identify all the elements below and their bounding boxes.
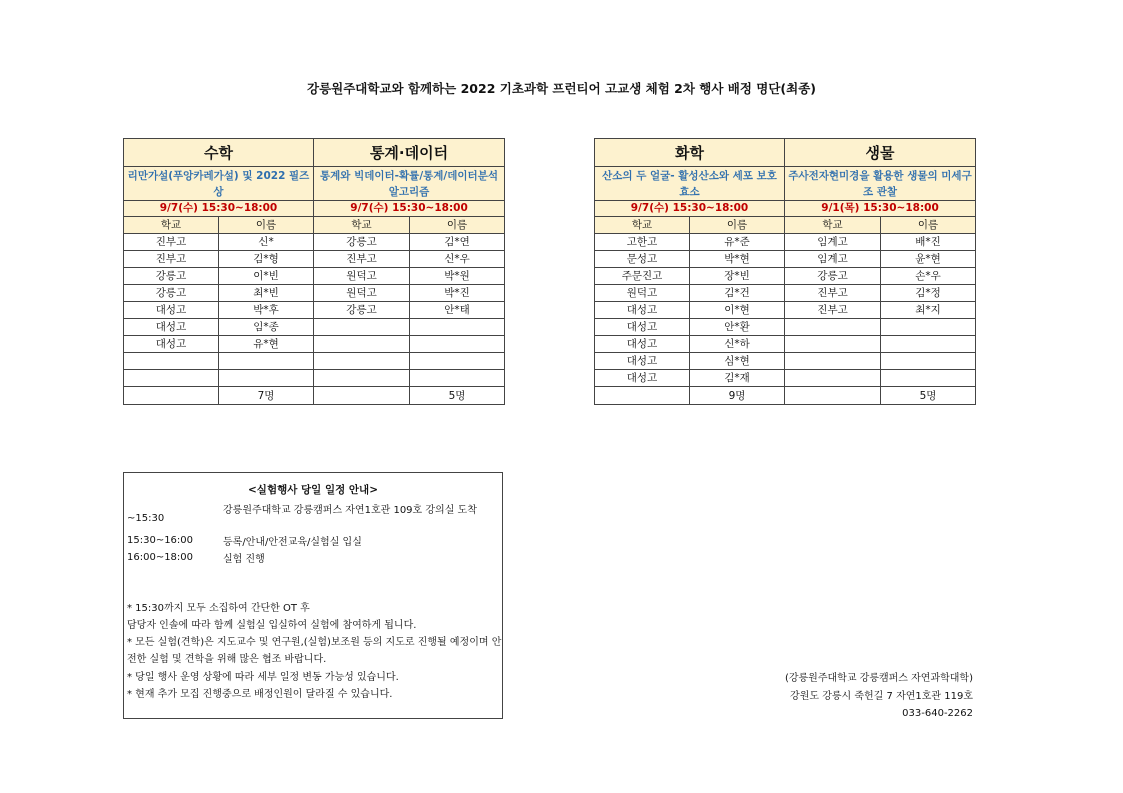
name-cell: 안*태 (410, 302, 505, 319)
contact-phone: 033-640-2262 (902, 708, 973, 719)
name-cell: 유*준 (690, 234, 785, 251)
name-cell: 배*진 (881, 234, 976, 251)
column-header-name: 이름 (219, 217, 314, 234)
date-chemistry: 9/7(수) 15:30~18:00 (595, 201, 785, 217)
table-row (595, 234, 976, 251)
column-header-name: 이름 (410, 217, 505, 234)
date-math: 9/7(수) 15:30~18:00 (124, 201, 314, 217)
school-cell: 대성고 (595, 319, 690, 336)
school-cell: 진부고 (785, 302, 881, 319)
school-cell: 대성고 (595, 302, 690, 319)
total-count-math: 7명 (219, 387, 314, 405)
school-cell: 대성고 (595, 370, 690, 387)
school-cell (314, 353, 410, 370)
school-cell (314, 319, 410, 336)
table-row (124, 268, 505, 285)
right-schedule-table (594, 138, 976, 405)
name-cell: 김*재 (690, 370, 785, 387)
school-cell: 강릉고 (785, 268, 881, 285)
table-row (595, 268, 976, 285)
name-cell: 손*우 (881, 268, 976, 285)
schedule-desc: 강릉원주대학교 강릉캠퍼스 자연1호관 109호 강의실 도착 (223, 505, 477, 516)
page-title: 강릉원주대학교와 함께하는 2022 기초과학 프런티어 고교생 체험 2차 행사 배정 명단(최종) (307, 81, 816, 96)
name-cell: 장*빈 (690, 268, 785, 285)
contact-org: (강릉원주대학교 강릉캠퍼스 자연과학대학) (784, 673, 973, 684)
table-row (124, 319, 505, 336)
school-cell: 문성고 (595, 251, 690, 268)
school-cell: 강릉고 (124, 285, 219, 302)
column-header-name: 이름 (881, 217, 976, 234)
name-cell: 이*빈 (219, 268, 314, 285)
topic-chemistry: 산소의 두 얼굴- 활성산소와 세포 보호 효소 (595, 167, 785, 201)
table-row (595, 353, 976, 370)
name-cell: 최*지 (881, 302, 976, 319)
school-cell (785, 336, 881, 353)
school-cell: 원덕고 (595, 285, 690, 302)
total-empty-cell (785, 387, 881, 405)
schedule-row (127, 503, 501, 537)
name-cell: 신*하 (690, 336, 785, 353)
column-header-school: 학교 (785, 217, 881, 234)
school-cell (124, 370, 219, 387)
name-cell (881, 370, 976, 387)
school-cell (314, 336, 410, 353)
total-empty-cell (314, 387, 410, 405)
name-cell: 이*현 (690, 302, 785, 319)
name-cell (881, 353, 976, 370)
school-cell: 진부고 (314, 251, 410, 268)
school-cell: 대성고 (124, 336, 219, 353)
name-cell (881, 319, 976, 336)
schedule-time: 16:00~18:00 (127, 552, 194, 563)
topic-math: 리만가설(푸앙카레가설) 및 2022 필즈상 (124, 167, 314, 201)
total-count-biology: 5명 (881, 387, 976, 405)
schedule-time: ~15:30 (127, 513, 165, 524)
table-row (124, 285, 505, 302)
school-cell: 대성고 (595, 336, 690, 353)
schedule-desc: 실험 진행 (223, 554, 265, 565)
left-schedule-table (123, 138, 505, 405)
school-cell (124, 353, 219, 370)
name-cell: 박*진 (410, 285, 505, 302)
name-cell: 박*원 (410, 268, 505, 285)
schedule-row (127, 535, 501, 551)
name-cell (219, 353, 314, 370)
table-row (595, 251, 976, 268)
school-cell: 임계고 (785, 234, 881, 251)
notice-note: * 현재 추가 모집 진행중으로 배정인원이 달라질 수 있습니다. (127, 689, 393, 700)
table-row (124, 251, 505, 268)
name-cell: 최*빈 (219, 285, 314, 302)
school-cell: 임계고 (785, 251, 881, 268)
name-cell: 김*건 (690, 285, 785, 302)
schedule-desc: 등록/안내/안전교육/실험실 입실 (223, 537, 362, 548)
table-row (595, 336, 976, 353)
column-header-school: 학교 (124, 217, 219, 234)
school-cell: 대성고 (124, 302, 219, 319)
schedule-time: 15:30~16:00 (127, 535, 194, 546)
table-row (595, 319, 976, 336)
school-cell (785, 370, 881, 387)
name-cell: 김*형 (219, 251, 314, 268)
school-cell: 강릉고 (124, 268, 219, 285)
name-cell: 박*후 (219, 302, 314, 319)
notice-note: * 15:30까지 모두 소집하여 간단한 OT 후 (127, 603, 310, 614)
name-cell (410, 319, 505, 336)
table-row (595, 285, 976, 302)
school-cell: 원덕고 (314, 285, 410, 302)
topic-biology: 주사전자현미경을 활용한 생물의 미세구조 관찰 (785, 167, 976, 201)
total-empty-cell (595, 387, 690, 405)
school-cell: 진부고 (785, 285, 881, 302)
school-cell: 대성고 (595, 353, 690, 370)
column-header-school: 학교 (314, 217, 410, 234)
subject-chemistry: 화학 (595, 139, 785, 167)
notice-note: 담당자 인솔에 따라 함께 실험실 입실하여 실험에 참여하게 됩니다. (127, 620, 417, 631)
name-cell (410, 370, 505, 387)
subject-math: 수학 (124, 139, 314, 167)
name-cell: 김*정 (881, 285, 976, 302)
name-cell: 김*연 (410, 234, 505, 251)
name-cell (881, 336, 976, 353)
date-biology: 9/1(목) 15:30~18:00 (785, 201, 976, 217)
contact-info (785, 670, 973, 723)
name-cell (219, 370, 314, 387)
name-cell: 신* (219, 234, 314, 251)
school-cell (785, 319, 881, 336)
schedule-row (127, 552, 501, 568)
column-header-name: 이름 (690, 217, 785, 234)
topic-statistics: 통계와 빅데이터-확률/통계/데이터분석 알고리즘 (314, 167, 505, 201)
school-cell: 진부고 (124, 234, 219, 251)
table-row (595, 302, 976, 319)
school-cell: 고한고 (595, 234, 690, 251)
total-count-chemistry: 9명 (690, 387, 785, 405)
table-row (124, 302, 505, 319)
notice-title: <실험행사 당일 일정 안내> (248, 484, 378, 496)
subject-biology: 생물 (785, 139, 976, 167)
name-cell: 안*환 (690, 319, 785, 336)
name-cell: 임*종 (219, 319, 314, 336)
table-row (124, 336, 505, 353)
schedule-notice-box (123, 472, 503, 719)
notice-note: * 당일 행사 운영 상황에 따라 세부 일정 변동 가능성 있습니다. (127, 672, 399, 683)
name-cell (410, 336, 505, 353)
total-empty-cell (124, 387, 219, 405)
table-row (595, 370, 976, 387)
school-cell: 강릉고 (314, 302, 410, 319)
name-cell: 윤*현 (881, 251, 976, 268)
school-cell: 진부고 (124, 251, 219, 268)
school-cell (314, 370, 410, 387)
name-cell (410, 353, 505, 370)
school-cell (785, 353, 881, 370)
contact-address: 강원도 강릉시 죽헌길 7 자연1호관 119호 (790, 690, 973, 702)
school-cell: 대성고 (124, 319, 219, 336)
name-cell: 신*우 (410, 251, 505, 268)
name-cell: 박*현 (690, 251, 785, 268)
notice-note: * 모든 실험(견학)은 지도교수 및 연구원,(실험)보조원 등의 지도로 진행될 예정이며 안전한 실험 및 견학을 위해 많은 협조 바랍니다. (127, 637, 502, 666)
name-cell: 유*현 (219, 336, 314, 353)
total-count-statistics: 5명 (410, 387, 505, 405)
table-row (124, 234, 505, 251)
table-row (124, 353, 505, 370)
name-cell: 심*현 (690, 353, 785, 370)
school-cell: 주문진고 (595, 268, 690, 285)
column-header-school: 학교 (595, 217, 690, 234)
table-row (124, 370, 505, 387)
school-cell: 원덕고 (314, 268, 410, 285)
date-statistics: 9/7(수) 15:30~18:00 (314, 201, 505, 217)
school-cell: 강릉고 (314, 234, 410, 251)
subject-statistics: 통계·데이터 (314, 139, 505, 167)
